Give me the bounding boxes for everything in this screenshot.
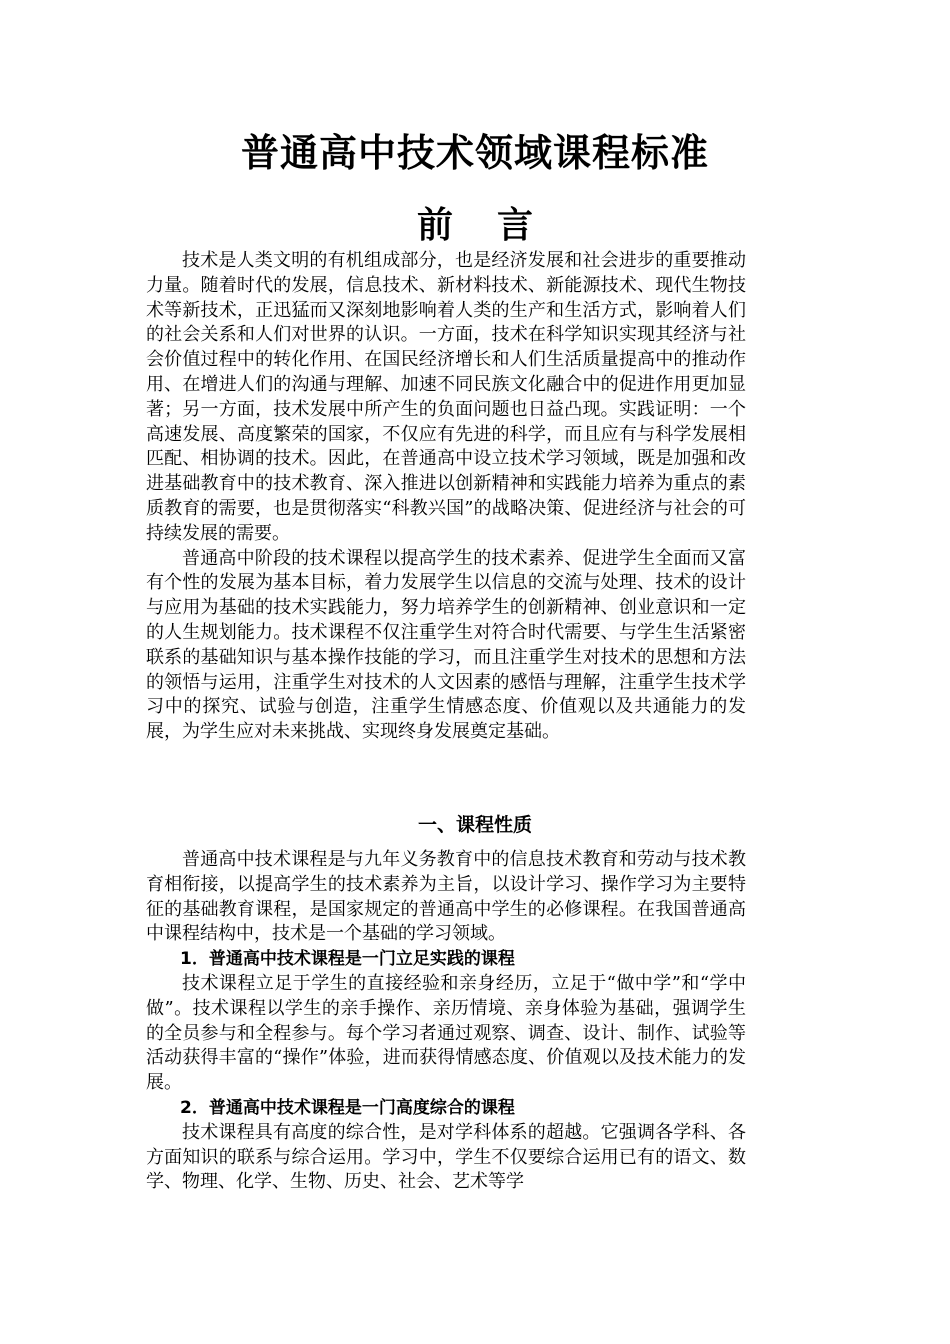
preface-title-char-1: 前 [416,204,453,246]
subsection-heading-1: 1．普通高中技术课程是一门立足实践的课程 [180,949,515,970]
section-intro-paragraph: 普通高中技术课程是与九年义务教育中的信息技术教育和劳动与技术教育相衔接，以提高学生的技术素养为主旨，以设计学习、操作学习为主要特征的基础教育课程，是国家规定的普通高中学生的必修课程。在我国普通高中课程结构中，技术是一个基础的学习领域。 [146,849,746,945]
preface-title-char-2: 言 [497,204,534,246]
preface-title [0,200,950,250]
document-title: 普通高中技术领域课程标准 [240,130,709,175]
subsection-heading-2: 2．普通高中技术课程是一门高度综合的课程 [180,1097,515,1118]
subsection-paragraph-1: 技术课程立足于学生的直接经验和亲身经历，立足于“做中学”和“学中做”。技术课程以学生的亲手操作、亲历情境、亲身体验为基础，强调学生的全员参与和全程参与。每个学习者通过观察、调查、设计、制作、试验等活动获得丰富的“操作”体验，进而获得情感态度、价值观以及技术能力的发展。 [146,972,746,1094]
preface-paragraph-1: 技术是人类文明的有机组成部分，也是经济发展和社会进步的重要推动力量。随着时代的发展，信息技术、新材料技术、新能源技术、现代生物技术等新技术，正迅猛而又深刻地影响着人类的生产和生活方式，影响着人们的社会关系和人们对世界的认识。一方面，技术在科学知识实现其经济与社会价值过程中的转化作用、在国民经济增长和人们生活质量提高中的推动作用、在增进人们的沟通与理解、加速不同民族文化融合中的促进作用更加显著；另一方面，技术发展中所产生的负面问题也日益凸现。实践证明：一个高速发展、高度繁荣的国家，不仅应有先进的科学，而且应有与科学发展相匹配、相协调的技术。因此，在普通高中设立技术学习领域，既是加强和改进基础教育中的技术教育、深入推进以创新精神和实践能力培养为重点的素质教育的需要，也是贯彻落实“科教兴国”的战略决策、促进经济与社会的可持续发展的需要。 [146,250,746,544]
preface-body [146,249,746,745]
subsection-paragraph-2: 技术课程具有高度的综合性，是对学科体系的超越。它强调各学科、各方面知识的联系与综合运用。学习中，学生不仅要综合运用已有的语文、数学、物理、化学、生物、历史、社会、艺术等学 [146,1121,746,1193]
section-body [146,848,746,1195]
section-heading-course-nature: 一、课程性质 [417,814,532,836]
preface-paragraph-2: 普通高中阶段的技术课程以提高学生的技术素养、促进学生全面而又富有个性的发展为基本目标，着力发展学生以信息的交流与处理、技术的设计与应用为基础的技术实践能力，努力培养学生的创新精神、创业意识和一定的人生规划能力。技术课程不仅注重学生对符合时代需要、与学生生活紧密联系的基础知识与基本操作技能的学习，而且注重学生对技术的思想和方法的领悟与运用，注重学生对技术的人文因素的感悟与理解，注重学生技术学习中的探究、试验与创造，注重学生情感态度、价值观以及共通能力的发展，为学生应对未来挑战、实现终身发展奠定基础。 [146,547,746,743]
